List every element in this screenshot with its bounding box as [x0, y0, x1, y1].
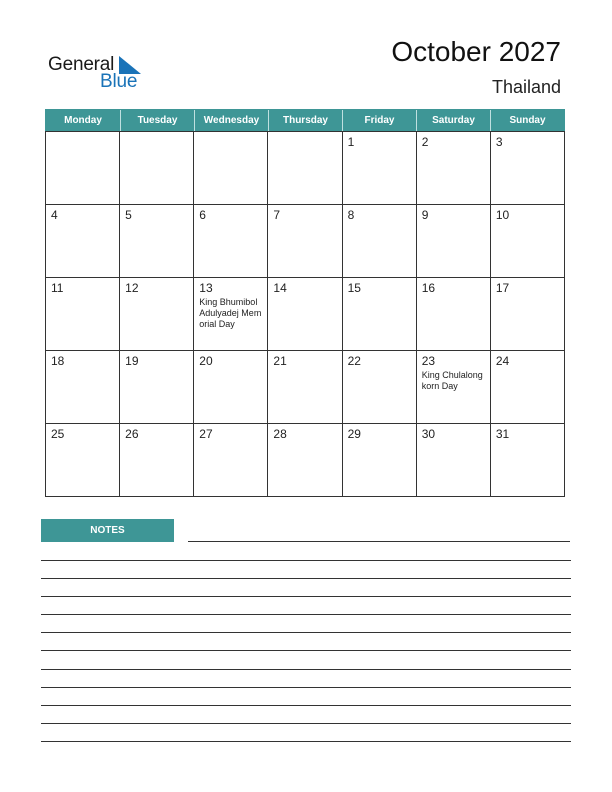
- weekday-wednesday: Wednesday: [194, 110, 268, 131]
- day-cell: [46, 132, 120, 205]
- day-cell: [268, 132, 342, 205]
- page-subtitle: Thailand: [491, 77, 561, 97]
- day-number: 1: [347, 135, 355, 149]
- day-cell: [194, 424, 268, 497]
- day-cell: [120, 132, 194, 205]
- logo-text-general: General: [48, 54, 115, 75]
- note-line: [41, 650, 571, 651]
- day-number: 12: [125, 281, 139, 295]
- day-number: 24: [495, 354, 510, 368]
- day-number: 20: [199, 354, 213, 368]
- day-number: 26: [125, 427, 139, 441]
- note-line: [41, 614, 571, 615]
- day-number: 6: [199, 208, 206, 222]
- day-number: 29: [347, 427, 361, 441]
- calendar-grid: [45, 131, 565, 497]
- day-cell: [417, 205, 491, 278]
- day-cell: [343, 278, 417, 351]
- day-number: 13: [199, 281, 213, 295]
- weekday-tuesday: Tuesday: [120, 110, 194, 131]
- weekday-sunday: Sunday: [490, 110, 564, 131]
- weekday-header: [45, 109, 565, 131]
- weekday-saturday: Saturday: [416, 110, 490, 131]
- note-line: [41, 741, 571, 742]
- day-number: 10: [495, 208, 510, 222]
- day-number: 7: [273, 208, 281, 222]
- day-number: 21: [273, 354, 287, 368]
- note-line: [41, 632, 571, 633]
- day-number: 19: [125, 354, 139, 368]
- day-cell: [120, 351, 194, 424]
- day-cell: [268, 205, 342, 278]
- day-number: 25: [51, 427, 65, 441]
- weekday-friday: Friday: [342, 110, 416, 131]
- note-line: [41, 669, 571, 670]
- day-number: 28: [273, 427, 287, 441]
- day-cell: [46, 424, 120, 497]
- logo: [48, 52, 158, 92]
- day-cell: [46, 205, 120, 278]
- note-line: [41, 723, 571, 724]
- day-cell: [417, 132, 491, 205]
- notes-header: NOTES: [41, 519, 174, 542]
- day-cell: [417, 424, 491, 497]
- day-cell: [194, 132, 268, 205]
- day-number: 18: [51, 354, 65, 368]
- day-cell: [343, 132, 417, 205]
- day-cell: [491, 132, 565, 205]
- day-cell: [491, 278, 565, 351]
- day-number: 4: [51, 208, 58, 222]
- page-title: October 2027: [391, 36, 561, 67]
- day-cell: [343, 351, 417, 424]
- day-number: 2: [421, 135, 429, 149]
- day-number: 11: [51, 281, 64, 295]
- note-line: [41, 578, 571, 579]
- day-number: 15: [347, 281, 361, 295]
- holiday-label: King Bhumibol Adulyadej Memorial Day: [199, 297, 262, 329]
- day-cell: [268, 351, 342, 424]
- note-line: [41, 560, 571, 561]
- note-line: [41, 705, 571, 706]
- day-cell: [194, 351, 268, 424]
- note-line: [188, 541, 570, 542]
- day-cell: [268, 424, 342, 497]
- weekday-monday: Monday: [64, 115, 102, 126]
- day-cell: [194, 205, 268, 278]
- day-cell: [491, 351, 565, 424]
- day-cell: [120, 278, 194, 351]
- day-number: 14: [273, 281, 287, 295]
- day-cell: [46, 278, 120, 351]
- day-number: 8: [347, 208, 355, 222]
- day-cell: [46, 351, 120, 424]
- day-cell: [343, 424, 417, 497]
- day-cell: [120, 205, 194, 278]
- weekday-thursday: Thursday: [268, 110, 342, 131]
- holiday-label: King Chulalongkorn Day: [421, 370, 483, 391]
- day-cell: [194, 278, 268, 351]
- calendar: [45, 109, 565, 499]
- day-number: 30: [421, 427, 436, 441]
- day-number: 31: [495, 427, 510, 441]
- day-number: 17: [495, 281, 510, 295]
- note-line: [41, 687, 571, 688]
- logo-text-blue: Blue: [100, 71, 138, 92]
- day-number: 3: [495, 135, 503, 149]
- day-number: 9: [421, 208, 429, 222]
- note-line: [41, 596, 571, 597]
- day-cell: [343, 205, 417, 278]
- day-cell: [268, 278, 342, 351]
- day-number: 5: [125, 208, 132, 222]
- day-number: 27: [199, 427, 213, 441]
- day-cell: [491, 424, 565, 497]
- day-cell: [491, 205, 565, 278]
- day-cell: [417, 278, 491, 351]
- day-cell: [120, 424, 194, 497]
- day-number: 22: [347, 354, 361, 368]
- day-number: 23: [421, 354, 436, 368]
- day-number: 16: [421, 281, 436, 295]
- day-cell: [417, 351, 491, 424]
